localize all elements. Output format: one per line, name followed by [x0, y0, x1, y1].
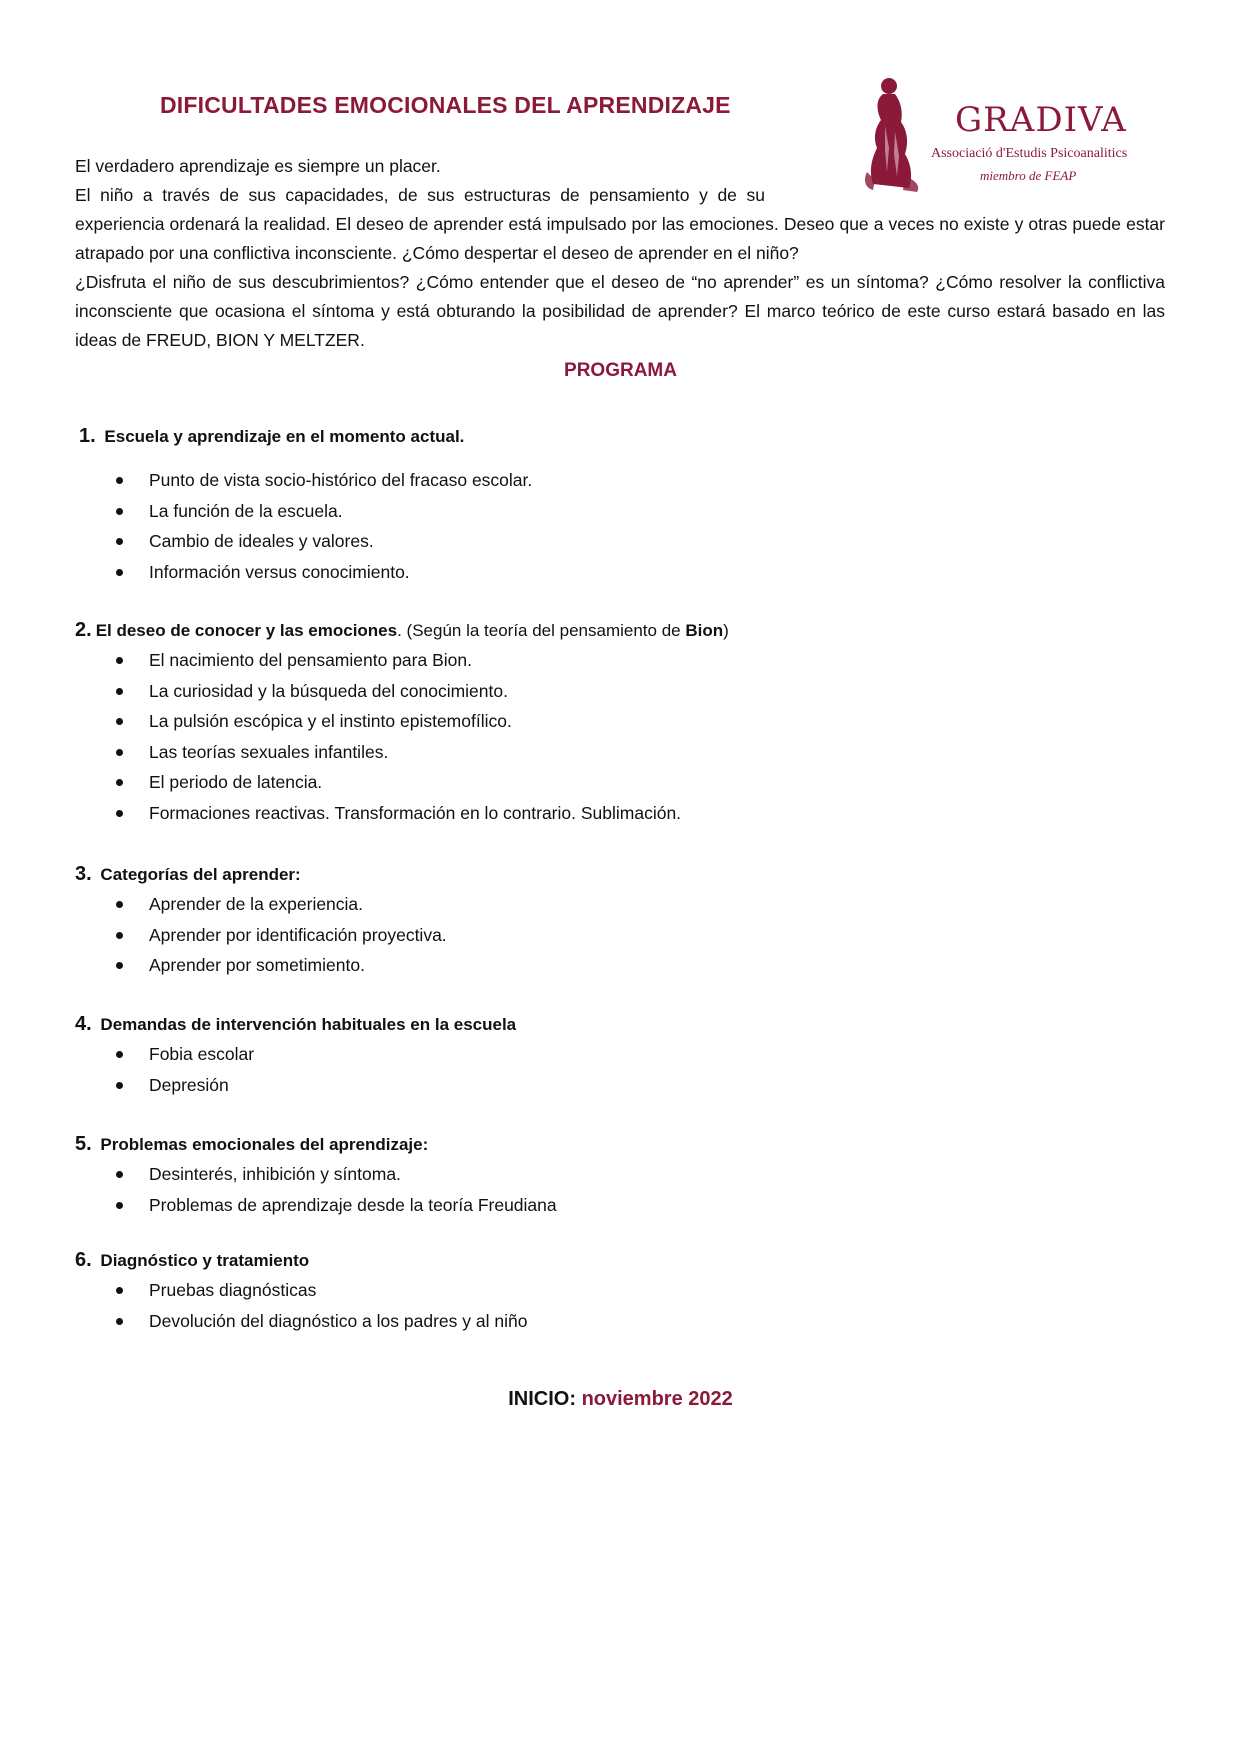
section-number: 3. [75, 863, 92, 885]
list-item: Las teorías sexuales infantiles. [75, 737, 1175, 768]
list-item: Problemas de aprendizaje desde la teoría Freudiana [75, 1190, 1175, 1221]
list-item: Depresión [75, 1070, 1175, 1101]
section-heading-end: ) [723, 621, 729, 640]
list-item: El nacimiento del pensamiento para Bion. [75, 645, 1175, 676]
section-list [75, 465, 1175, 587]
list-item: La pulsión escópica y el instinto epistemofílico. [75, 706, 1175, 737]
section-list [75, 889, 1175, 981]
list-item: Devolución del diagnóstico a los padres y al niño [75, 1306, 1175, 1337]
program-section-1 [75, 422, 1175, 587]
section-heading-suffix: . (Según la teoría del pensamiento de [397, 621, 686, 640]
list-item: Información versus conocimiento. [75, 557, 1175, 588]
program-heading: PROGRAMA [564, 360, 677, 381]
section-list [75, 1039, 1175, 1100]
section-heading: Categorías del aprender: [100, 865, 301, 884]
section-title [75, 1130, 1175, 1159]
program-section-6 [75, 1246, 1175, 1336]
start-date: noviembre 2022 [581, 1388, 733, 1410]
section-heading: Diagnóstico y tratamiento [100, 1251, 310, 1270]
list-item: La curiosidad y la búsqueda del conocimiento. [75, 676, 1175, 707]
program-section-5 [75, 1130, 1175, 1220]
start-date-line [0, 1388, 1241, 1411]
section-heading: Escuela y aprendizaje en el momento actual. [104, 427, 465, 446]
section-heading: El deseo de conocer y las emociones [95, 621, 398, 640]
program-section-4 [75, 1010, 1175, 1100]
logo-member-text: miembro de FEAP [980, 168, 1077, 183]
list-item: El periodo de latencia. [75, 767, 1175, 798]
program-section-3 [75, 860, 1175, 981]
list-item: Fobia escolar [75, 1039, 1175, 1070]
program-section-2 [75, 616, 1175, 829]
section-title [75, 1246, 1175, 1275]
list-item: Aprender por sometimiento. [75, 950, 1175, 981]
list-item: Aprender de la experiencia. [75, 889, 1175, 920]
intro-line-1: El verdadero aprendizaje es siempre un placer. [75, 156, 441, 176]
intro-paragraph-2: ¿Disfruta el niño de sus descubrimientos? ¿Cómo entender que el deseo de “no aprender” es un síntoma? ¿Cómo resolver la conflictiva inconsciente que ocasiona el síntoma y está obturando la posibilidad de aprender? El marco teórico de este curso estará basado en las ideas de FREUD, BION Y MELTZER. [75, 272, 1165, 350]
intro-line-2: El niño a través de sus capacidades, de sus estructuras de pensamiento y de su [75, 185, 765, 205]
section-title [75, 616, 1175, 645]
section-heading: Demandas de intervención habituales en la escuela [100, 1015, 517, 1034]
list-item: Desinterés, inhibición y síntoma. [75, 1159, 1175, 1190]
section-list [75, 1275, 1175, 1336]
section-heading: Problemas emocionales del aprendizaje: [100, 1135, 429, 1154]
list-item: Aprender por identificación proyectiva. [75, 920, 1175, 951]
section-number: 2. [75, 619, 92, 641]
list-item: Formaciones reactivas. Transformación en lo contrario. Sublimación. [75, 798, 1175, 829]
section-title [75, 860, 1175, 889]
intro-text [75, 152, 1165, 355]
intro-paragraph-1: experiencia ordenará la realidad. El deseo de aprender está impulsado por las emociones. Deseo que a veces no existe y otras puede estar atrapado por una conflictiva inconsciente. ¿Cómo despertar el deseo de aprender en el niño? [75, 214, 1165, 263]
start-label: INICIO: [508, 1388, 576, 1410]
section-number: 5. [75, 1133, 92, 1155]
section-title [75, 422, 1175, 451]
list-item: Cambio de ideales y valores. [75, 526, 1175, 557]
section-heading-author: Bion [685, 621, 724, 640]
section-number: 1. [79, 425, 96, 447]
section-list [75, 645, 1175, 829]
logo-subtitle: Associació d'Estudis Psicoanalitics [931, 146, 1128, 161]
list-item: La función de la escuela. [75, 496, 1175, 527]
section-number: 4. [75, 1013, 92, 1035]
section-number: 6. [75, 1249, 92, 1271]
logo-wordmark: GRADIVA [955, 100, 1127, 140]
list-item: Pruebas diagnósticas [75, 1275, 1175, 1306]
section-list [75, 1159, 1175, 1220]
list-item: Punto de vista socio-histórico del fracaso escolar. [75, 465, 1175, 496]
section-title [75, 1010, 1175, 1039]
document-title: DIFICULTADES EMOCIONALES DEL APRENDIZAJE [160, 92, 731, 118]
